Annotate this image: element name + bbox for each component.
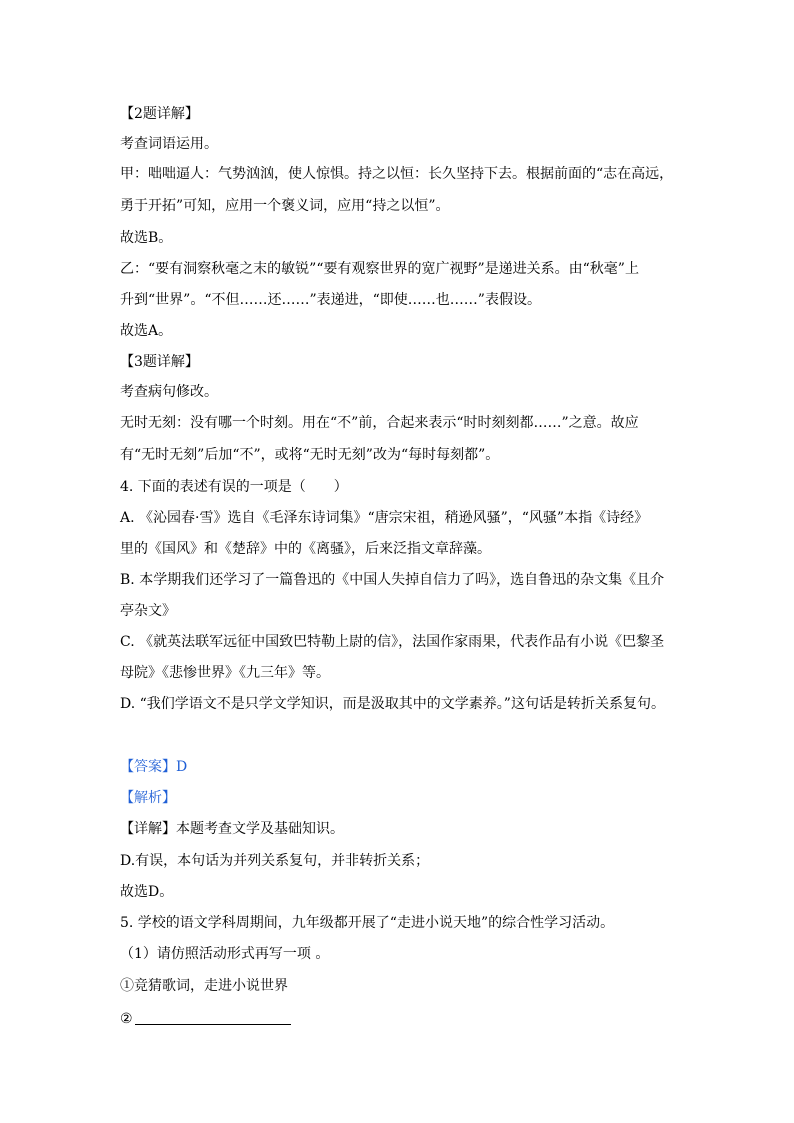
text-line: 甲：咄咄逼人：气势汹汹，使人惊惧。持之以恒：长久坚持下去。根据前面的“志在高远， [120, 166, 674, 182]
text-line: 考查词语运用。 [120, 136, 218, 152]
text-line: 无时无刻：没有哪一个时刻。用在“不”前，合起来表示“时时刻刻都……”之意。故应 [120, 415, 639, 431]
answer-line: 故选A。 [120, 323, 173, 339]
option-b: B. 本学期我们还学习了一篇鲁迅的《中国人失掉自信力了吗》，选自鲁迅的杂文集《且介 [120, 572, 665, 588]
answer-label: 【答案】D [120, 759, 188, 775]
answer-blank[interactable] [135, 1010, 291, 1025]
item-2-marker: ② [120, 1011, 133, 1027]
option-a-continued: 里的《国风》和《楚辞》中的《离骚》，后来泛指文章辞藻。 [120, 541, 491, 557]
sub-question-1: （1）请仿照活动形式再写一项 。 [120, 946, 330, 962]
text-line: D.有误，本句话为并列关系复句，并非转折关系； [120, 853, 430, 869]
option-c-continued: 母院》《悲惨世界》《九三年》等。 [120, 665, 330, 681]
text-line: 升到“世界”。“不但……还……”表递进，“即使……也……”表假设。 [120, 292, 541, 308]
analysis-label: 【解析】 [120, 790, 176, 806]
section-heading-q3: 【3题详解】 [120, 354, 199, 370]
answer-line: 故选B。 [120, 230, 173, 246]
text-line: 考查病句修改。 [120, 384, 218, 400]
answer-line: 故选D。 [120, 884, 174, 900]
option-d: D. “我们学语文不是只学文学知识，而是汲取其中的文学素养。”这句话是转折关系复句。 [120, 696, 665, 712]
answer-blank-line [120, 1009, 291, 1029]
question-5: 5. 学校的语文学科周期间，九年级都开展了“走进小说天地”的综合性学习活动。 [120, 915, 615, 931]
section-heading-q2: 【2题详解】 [120, 106, 199, 122]
explanation-heading: 【详解】本题考查文学及基础知识。 [120, 821, 344, 837]
text-line: 乙：“要有洞察秋毫之末的敏锐”“要有观察世界的宽广视野”是递进关系。由“秋毫”上 [120, 261, 639, 277]
option-c: C. 《就英法联军远征中国致巴特勒上尉的信》，法国作家雨果，代表作品有小说《巴黎圣 [120, 634, 665, 650]
text-line: 勇于开拓”可知，应用一个褒义词，应用“持之以恒”。 [120, 198, 450, 214]
text-line: 有“无时无刻”后加“不”，或将“无时无刻”改为“每时每刻都”。 [120, 447, 500, 463]
option-b-continued: 亭杂文》 [120, 603, 176, 619]
example-item-1: ①竞猜歌词，走进小说世界 [120, 978, 288, 994]
option-a: A. 《沁园春·雪》选自《毛泽东诗词集》“唐宗宋祖，稍逊风骚”，“风骚”本指《诗经》 [120, 510, 649, 526]
question-4: 4. 下面的表述有误的一项是（ ） [120, 479, 348, 495]
